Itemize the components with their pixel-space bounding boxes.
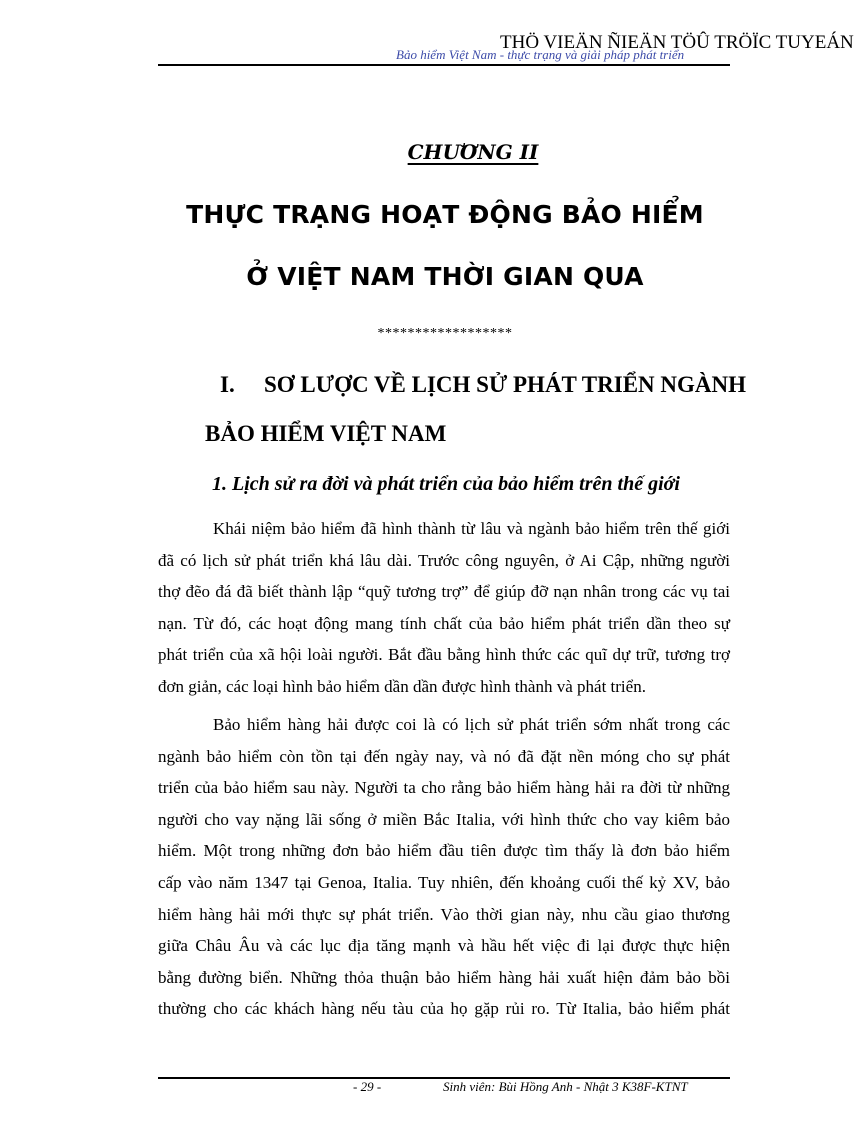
- section-heading-line-1: SƠ LƯỢC VỀ LỊCH SỬ PHÁT TRIỂN NGÀNH: [264, 372, 747, 397]
- text-line: bằng đường biển. Những thỏa thuận bảo hiểm hàng hải xuất hiện đảm bảo bồi: [158, 967, 730, 987]
- text-line: Khái niệm bảo hiểm đã hình thành từ lâu và ngành bảo hiểm trên thế giới: [213, 519, 730, 538]
- page-number: - 29 -: [353, 1079, 382, 1094]
- text-line: đơn giản, các loại hình bảo hiểm dần dần được hình thành và phát triển.: [158, 676, 646, 696]
- text-line: giữa Châu Âu và các lục địa tăng mạnh và hầu hết việc đi lại được thực hiện: [158, 936, 730, 956]
- text-line: cấp vào năm 1347 tại Genoa, Italia. Tuy nhiên, đến khoảng cuối thế kỷ XV, bảo: [158, 872, 730, 892]
- text-line: Bảo hiểm hàng hải được coi là có lịch sử phát triển sớm nhất trong các: [213, 715, 730, 734]
- text-line: nạn. Từ đó, các hoạt động mang tính chất của bảo hiểm phát triển dần theo sự: [158, 613, 730, 633]
- chapter-title-line-2: Ở VIỆT NAM THỜI GIAN QUA: [246, 262, 644, 291]
- text-line: phát triển của xã hội loài người. Bắt đầu bằng hình thức các quĩ dự trữ, tương trợ: [158, 645, 730, 665]
- separator: ******************: [377, 326, 513, 341]
- text-line: thợ đẽo đá đã biết thành lập “quỹ tương trợ” để giúp đỡ nạn nhân trong các vụ tai: [158, 582, 730, 602]
- text-line: hiểm. Một trong những đơn bảo hiểm đầu tiên được tìm thấy là đơn bảo hiểm: [158, 841, 730, 861]
- chapter-label: CHƯƠNG II: [407, 140, 539, 164]
- header-divider: [158, 64, 730, 66]
- paragraph-2: [158, 709, 730, 1025]
- text-line: người cho vay nặng lãi sống ở miền Bắc Italia, với hình thức cho vay kiêm bảo: [158, 809, 730, 829]
- text-line: triển của bảo hiểm sau này. Người ta cho rằng bảo hiểm hàng hải ra đời từ những: [158, 778, 730, 798]
- text-line: ngành bảo hiểm còn tồn tại đến ngày nay, và nó đã đặt nền móng cho sự phát: [158, 746, 730, 766]
- section-heading: [220, 372, 746, 398]
- section-number: I.: [220, 372, 235, 397]
- running-header: Bảo hiểm Việt Nam - thực trạng và giải pháp phát triển: [396, 47, 685, 62]
- subsection-heading: 1. Lịch sử ra đời và phát triển của bảo hiểm trên thế giới: [212, 473, 680, 495]
- chapter-title-line-1: THỰC TRẠNG HOẠT ĐỘNG BẢO HIỂM: [186, 200, 704, 229]
- text-line: thường cho các khách hàng nếu tàu của họ gặp rủi ro. Từ Italia, bảo hiểm phát: [158, 999, 730, 1019]
- text-line: đã có lịch sử phát triển khá lâu dài. Trước công nguyên, ở Ai Cập, những người: [158, 550, 730, 570]
- paragraph-1: [158, 513, 730, 703]
- watermark-text: THÖ VIEÄN ÑIEÄN TÖÛ TRÖÏC TUYEÁN: [500, 32, 854, 53]
- text-line: hiểm hàng hải mới thực sự phát triển. Vào thời gian này, nhu cầu giao thương: [158, 904, 730, 924]
- section-heading-line-2: BẢO HIỂM VIỆT NAM: [205, 421, 447, 446]
- footer-student: Sinh viên: Bùi Hồng Anh - Nhật 3 K38F-KTNT: [443, 1079, 688, 1094]
